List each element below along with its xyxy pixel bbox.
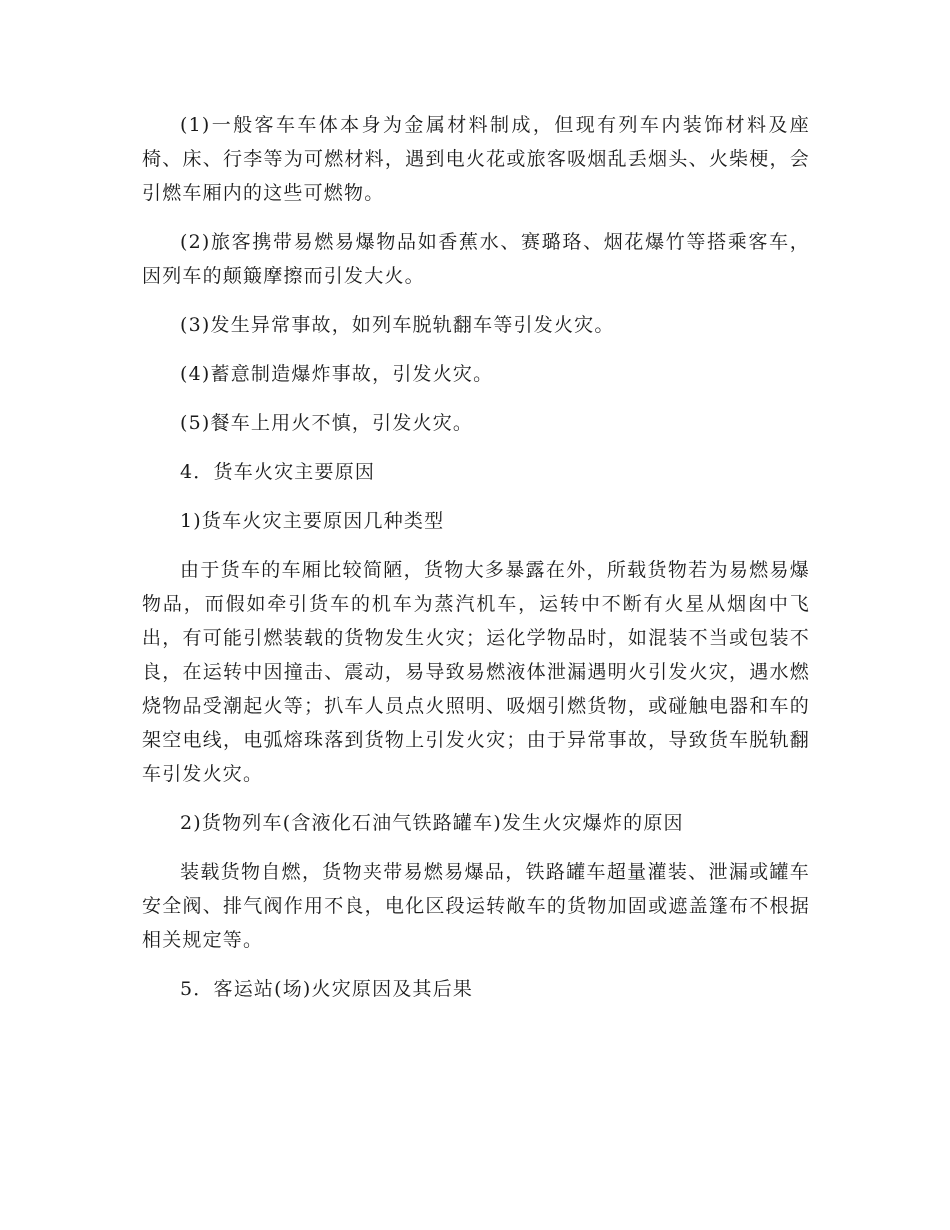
paragraph-passenger-car-cause-5: (5)餐车上用火不慎，引发火灾。 (180, 412, 474, 434)
subheading-freight-fire-types: 1)货车火灾主要原因几种类型 (180, 510, 445, 532)
section-heading-freight-car-fire: 4．货车火灾主要原因 (180, 461, 376, 483)
subheading-freight-train-explosion: 2)货物列车(含液化石油气铁路罐车)发生火灾爆炸的原因 (180, 812, 684, 834)
paragraph-freight-fire-types: 由于货车的车厢比较简陋，货物大多暴露在外，所载货物若为易燃易爆物品，而假如牵引货车的机车为蒸汽机车，运转中不断有火星从烟囱中飞出，有可能引燃装载的货物发生火灾；运化学物品时，如混装不当或包装不良，在运转中因撞击、震动，易导致易燃液体泄漏遇明火引发火灾，遇水燃烧物品受潮起火等；扒车人员点火照明、吸烟引燃货物，或碰触电器和车的架空电线，电弧熔珠落到货物上引发火灾；由于异常事故，导致货车脱轨翻车引发火灾。 (142, 559, 810, 785)
document-body (142, 108, 810, 1021)
paragraph-freight-train-explosion: 装载货物自燃，货物夹带易燃易爆品，铁路罐车超量灌装、泄漏或罐车安全阀、排气阀作用不良，电化区段运转敞车的货物加固或遮盖篷布不根据相关规定等。 (142, 861, 810, 951)
paragraph-passenger-car-cause-1: (1)一般客车车体本身为金属材料制成，但现有列车内装饰材料及座椅、床、行李等为可燃材料，遇到电火花或旅客吸烟乱丢烟头、火柴梗，会引燃车厢内的这些可燃物。 (142, 114, 810, 204)
section-heading-passenger-station-fire: 5．客运站(场)火灾原因及其后果 (180, 978, 474, 1000)
paragraph-passenger-car-cause-2: (2)旅客携带易燃易爆物品如香蕉水、赛璐珞、烟花爆竹等搭乘客车，因列车的颠簸摩擦而引发大火。 (142, 231, 810, 287)
paragraph-passenger-car-cause-3: (3)发生异常事故，如列车脱轨翻车等引发火灾。 (180, 314, 615, 336)
paragraph-passenger-car-cause-4: (4)蓄意制造爆炸事故，引发火灾。 (180, 363, 494, 385)
